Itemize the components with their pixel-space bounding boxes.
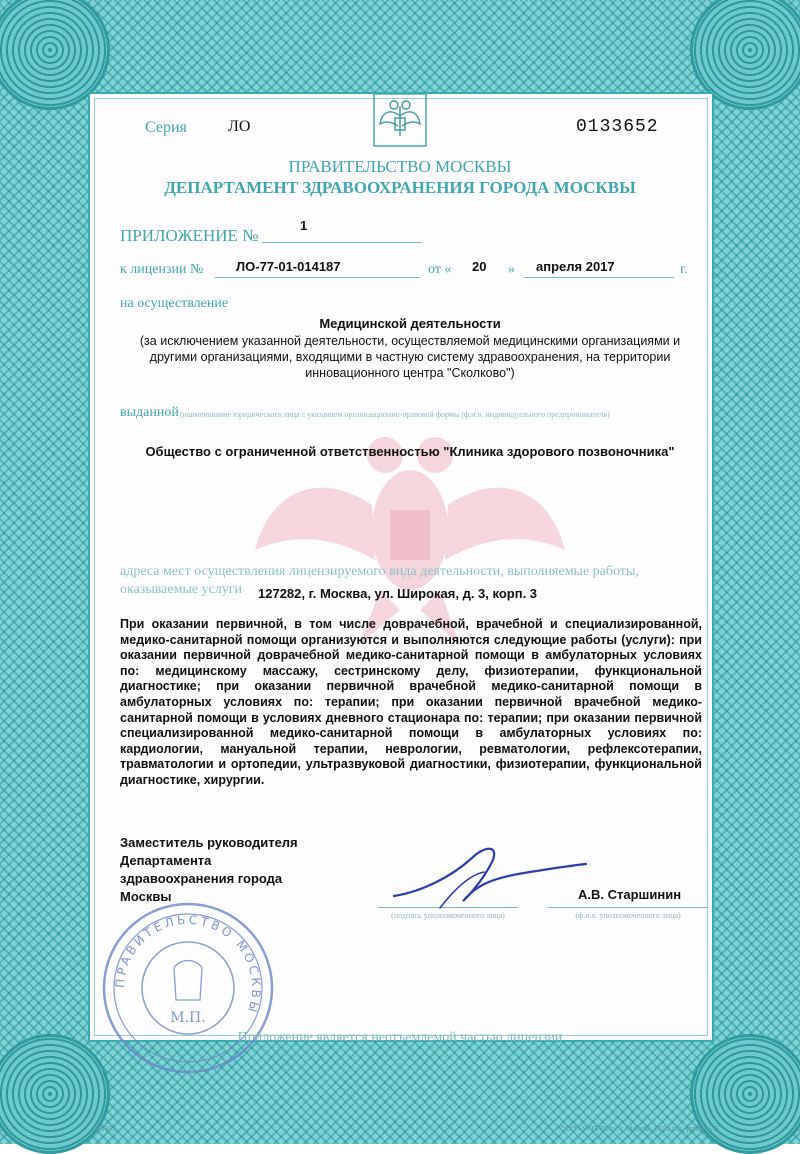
corner-rosette: [690, 1034, 800, 1154]
signatory-line: Заместитель руководителя: [120, 835, 298, 850]
address-value: 127282, г. Москва, ул. Широкая, д. 3, корп. 3: [258, 586, 538, 601]
license-number-line: [215, 277, 420, 278]
official-seal-icon: [100, 900, 276, 1076]
signatory-line: здравоохранения города: [120, 871, 283, 886]
issued-caption: (наименование юридического лица с указанием организационно-правовой формы (ф.и.о. индивидуального предпринимателя): [180, 410, 610, 419]
svg-text:ПРАВИТЕЛЬСТВО МОСКВЫ: [113, 913, 263, 1017]
signatory-position: [120, 834, 298, 906]
address-label: адреса мест осуществления лицензируемого вида деятельности, выполняемые работы,: [120, 564, 639, 579]
footer-note: Приложение является неотъемлемой частью лицензии: [237, 1030, 563, 1045]
activity-note: (за исключением указанной деятельности, осуществляемой медицинскими организациями и другими организациями, входящими в частную систему здравоохранения, на территории инновационного центра "Сколково"): [139, 334, 681, 380]
organization-name: Общество с ограниченной ответственностью "Клиника здорового позвоночника": [145, 444, 675, 459]
appendix-number: 1: [300, 218, 308, 233]
printer-info: ООО «УГТУРАФ», г. Москва, 2015 год, уровень Б: [560, 1126, 719, 1133]
signatory-name: А.В. Старшинин: [578, 887, 682, 902]
license-month-year: апреля 2017: [536, 259, 615, 274]
date-quote-close: »: [508, 262, 515, 277]
signatory-line: Москвы: [120, 889, 172, 904]
print-code: А3375: [96, 1126, 117, 1133]
license-number: ЛО-77-01-014187: [236, 259, 341, 274]
signature-caption: (подпись уполномоченного лица): [391, 911, 505, 920]
form-number: 0133652: [576, 117, 659, 137]
issued-label: выданной: [120, 405, 179, 420]
appendix-label: ПРИЛОЖЕНИЕ №: [120, 226, 259, 245]
services-text: При оказании первичной, в том числе доврачебной, врачебной и специализированной, медико-санитарной помощи организуются и выполняются следующие работы (услуги): при оказании первичной доврачебной медико-санитарной помощи в амбулаторных условиях по: медицинскому массажу, сестринскому делу, физиотерапии, функциональной диагностике; при оказании первичной врачебной медико-санитарной помощи в амбулаторных условиях по: терапии; при оказании первичной врачебной медико-санитарной помощи в условиях дневного стационара по: терапии; при оказании первичной специализированной медико-санитарной помощи в амбулаторных условиях по: кардиологии, мануальной терапии, неврологии, ревматологии, рефлексотерапии, травматологии и ортопедии, ультразвуковой диагностики, физиотерапии, функциональной диагностике, хирургии.: [120, 617, 702, 787]
department-title: ДЕПАРТАМЕНТ ЗДРАВООХРАНЕНИЯ ГОРОДА МОСКВЫ: [164, 178, 636, 197]
signatory-line: Департамента: [120, 853, 212, 868]
series-label: Серия: [145, 119, 187, 136]
government-title: ПРАВИТЕЛЬСТВО МОСКВЫ: [288, 157, 512, 176]
license-day: 20: [472, 259, 487, 274]
coat-of-arms-icon: [372, 92, 428, 148]
year-suffix: г.: [680, 262, 688, 277]
handwritten-signature-icon: [380, 838, 600, 918]
date-from-label: от «: [428, 262, 452, 277]
stamp-text: ПРАВИТЕЛЬСТВО МОСКВЫ: [112, 912, 264, 1017]
appendix-line: [262, 242, 422, 243]
address-label-line2: оказываемые услуги: [120, 582, 243, 597]
license-label: к лицензии №: [120, 262, 204, 277]
corner-rosette: [0, 1034, 110, 1154]
activity-title: Медицинской деятельности: [319, 316, 501, 331]
name-caption: (ф.и.о. уполномоченного лица): [575, 911, 681, 920]
series-value: ЛО: [228, 118, 251, 135]
stamp-mp: М.П.: [170, 1010, 206, 1026]
purpose-label: на осуществление: [120, 296, 229, 311]
date-line: [524, 277, 674, 278]
